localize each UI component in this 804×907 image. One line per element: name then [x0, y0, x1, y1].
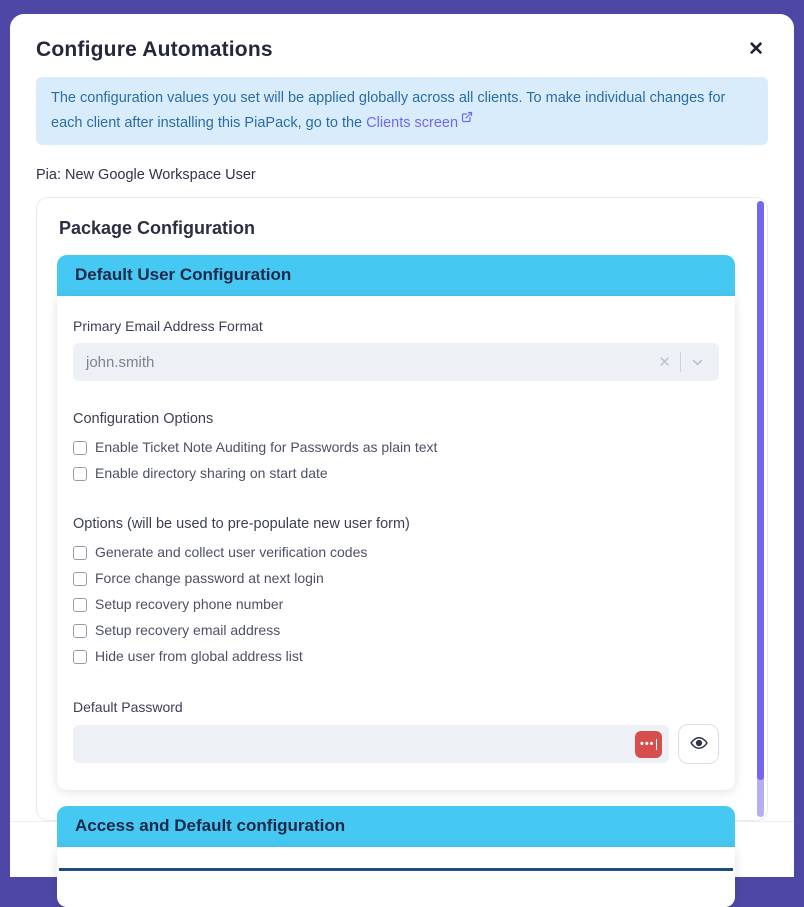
- scrollbar-thumb[interactable]: [757, 201, 764, 780]
- dialog-header: [10, 14, 794, 77]
- checkbox-label: Force change password at next login: [95, 570, 324, 586]
- checkbox[interactable]: [73, 467, 87, 481]
- default-password-label: Default Password: [73, 699, 183, 715]
- email-format-select[interactable]: [73, 343, 719, 381]
- section-header-default-user-configuration: Default User Configuration: [57, 255, 735, 296]
- access-and-default-configuration-card: [57, 847, 735, 907]
- chevron-down-icon[interactable]: [681, 355, 709, 370]
- section-header-access-and-default-configuration: Access and Default configuration: [57, 806, 735, 847]
- default-password-field: [73, 725, 669, 763]
- close-button[interactable]: [744, 36, 768, 63]
- checkbox-row-hide-from-gal[interactable]: [73, 647, 719, 666]
- checkbox-row-verification-codes[interactable]: [73, 543, 719, 562]
- close-icon: ✕: [748, 39, 764, 60]
- checkbox-label: Hide user from global address list: [95, 648, 303, 664]
- checkbox[interactable]: [73, 441, 87, 455]
- clients-screen-link[interactable]: [366, 115, 473, 131]
- checkbox[interactable]: [73, 624, 87, 638]
- banner-text: The configuration values you set will be applied globally across all clients. To make individual changes for each client after installing this PiaPack, go to the: [51, 90, 726, 131]
- checkbox-row-recovery-email[interactable]: [73, 621, 719, 640]
- default-user-configuration-card: [57, 296, 735, 790]
- panel-scrollbar[interactable]: [757, 201, 764, 817]
- checkbox-label: Enable Ticket Note Auditing for Passwords as plain text: [95, 439, 438, 455]
- checkbox-row-ticket-note-auditing[interactable]: [73, 438, 719, 457]
- email-format-value: john.smith: [86, 353, 155, 371]
- checkbox-label: Setup recovery email address: [95, 622, 281, 638]
- checkbox[interactable]: [73, 598, 87, 612]
- checkbox-row-force-change-password[interactable]: [73, 569, 719, 588]
- checkbox[interactable]: [73, 572, 87, 586]
- configure-automations-dialog: [10, 14, 794, 877]
- checkbox-row-recovery-phone[interactable]: [73, 595, 719, 614]
- eye-icon: [690, 734, 708, 755]
- checkbox-label: Enable directory sharing on start date: [95, 465, 328, 481]
- toggle-password-visibility-button[interactable]: [678, 724, 719, 764]
- checkbox-label: Generate and collect user verification codes: [95, 544, 368, 560]
- default-password-input[interactable]: [85, 725, 635, 763]
- package-configuration-panel: [36, 197, 768, 835]
- checkbox-label: Setup recovery phone number: [95, 596, 284, 612]
- panel-title: Package Configuration: [59, 218, 256, 238]
- default-password-row: [73, 724, 719, 764]
- configuration-options-label: Configuration Options: [73, 411, 214, 427]
- prepopulate-options-label: Options (will be used to pre-populate new user form): [73, 516, 410, 532]
- dialog-title: Configure Automations: [36, 37, 273, 61]
- checkbox[interactable]: [73, 546, 87, 560]
- checkbox-row-directory-sharing[interactable]: [73, 464, 719, 483]
- table-top-rule: [59, 868, 733, 871]
- email-format-label: Primary Email Address Format: [73, 318, 263, 334]
- external-link-icon: [461, 109, 473, 130]
- checkbox[interactable]: [73, 650, 87, 664]
- package-name-label: Pia: New Google Workspace User: [36, 167, 256, 183]
- global-config-info-banner: [36, 77, 768, 145]
- clients-screen-link-label: Clients screen: [366, 115, 459, 131]
- clear-icon[interactable]: ✕: [658, 354, 671, 371]
- password-manager-extension-icon[interactable]: •••: [635, 731, 662, 758]
